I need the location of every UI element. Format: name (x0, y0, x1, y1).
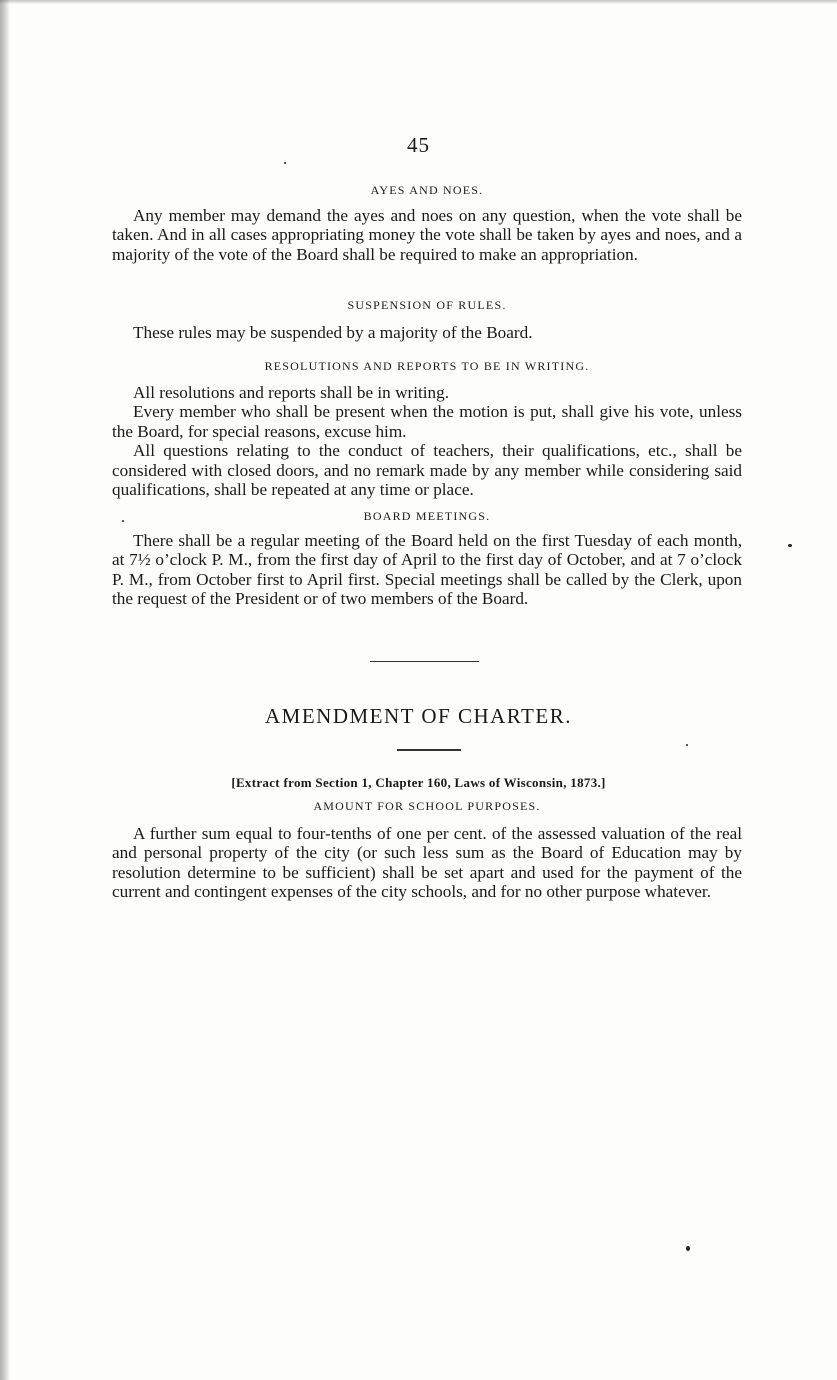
paragraph: All questions relating to the conduct of teachers, their qualifications, etc., shall be considered with closed doors, and no remark made by any member while considering said qualifications, shall be repeated at any time or place. (112, 441, 742, 500)
section-heading: RESOLUTIONS AND REPORTS TO BE IN WRITING. (264, 359, 590, 373)
section-board-meetings (112, 507, 742, 609)
paragraph: There shall be a regular meeting of the Board held on the first Tuesday of each month, at 7½ o’clock P. M., from the first day of April to the first day of October, and at 7 o’clock P. M., from October first to April first. Special meetings shall be called by the Clerk, upon the request of the President or of two members of the Board. (112, 531, 742, 609)
chapter-title: AMENDMENT OF CHARTER. (265, 704, 572, 728)
paragraph: These rules may be suspended by a majority of the Board. (133, 323, 533, 342)
section-heading: BOARD MEETINGS. (363, 509, 491, 523)
section-suspension-of-rules (112, 296, 742, 342)
divider-rule (397, 749, 461, 751)
paragraph: Every member who shall be present when the motion is put, shall give his vote, unless the Board, for special reasons, excuse him. (112, 402, 742, 441)
page-number: 45 (407, 133, 430, 157)
scan-top-edge (0, 0, 837, 4)
section-heading: SUSPENSION OF RULES. (347, 298, 507, 312)
paragraph: Any member may demand the ayes and noes on any question, when the vote shall be taken. And in all cases appropriating money the vote shall be taken by ayes and noes, and a majority of the vote of the Board shall be required to make an appropriation. (112, 206, 742, 264)
paragraph: All resolutions and reports shall be in writing. (133, 383, 450, 402)
extract-citation: [Extract from Section 1, Chapter 160, Laws of Wisconsin, 1873.] (231, 775, 606, 790)
section-heading: AYES AND NOES. (370, 183, 484, 197)
divider-rule (370, 661, 479, 662)
section-resolutions-and-reports (112, 357, 742, 499)
section-ayes-and-noes (112, 181, 742, 264)
paragraph: A further sum equal to four-tenths of one per cent. of the assessed valuation of the real and personal property of the city (or such less sum as the Board of Education may by resolution determine to be sufficient) shall be set apart and used for the payment of the current and contingent expenses of the city schools, and for no other purpose whatever. (112, 824, 742, 902)
scan-left-edge (0, 0, 10, 1380)
section-heading: AMOUNT FOR SCHOOL PURPOSES. (313, 799, 541, 813)
section-amount-for-school-purposes (112, 797, 742, 902)
